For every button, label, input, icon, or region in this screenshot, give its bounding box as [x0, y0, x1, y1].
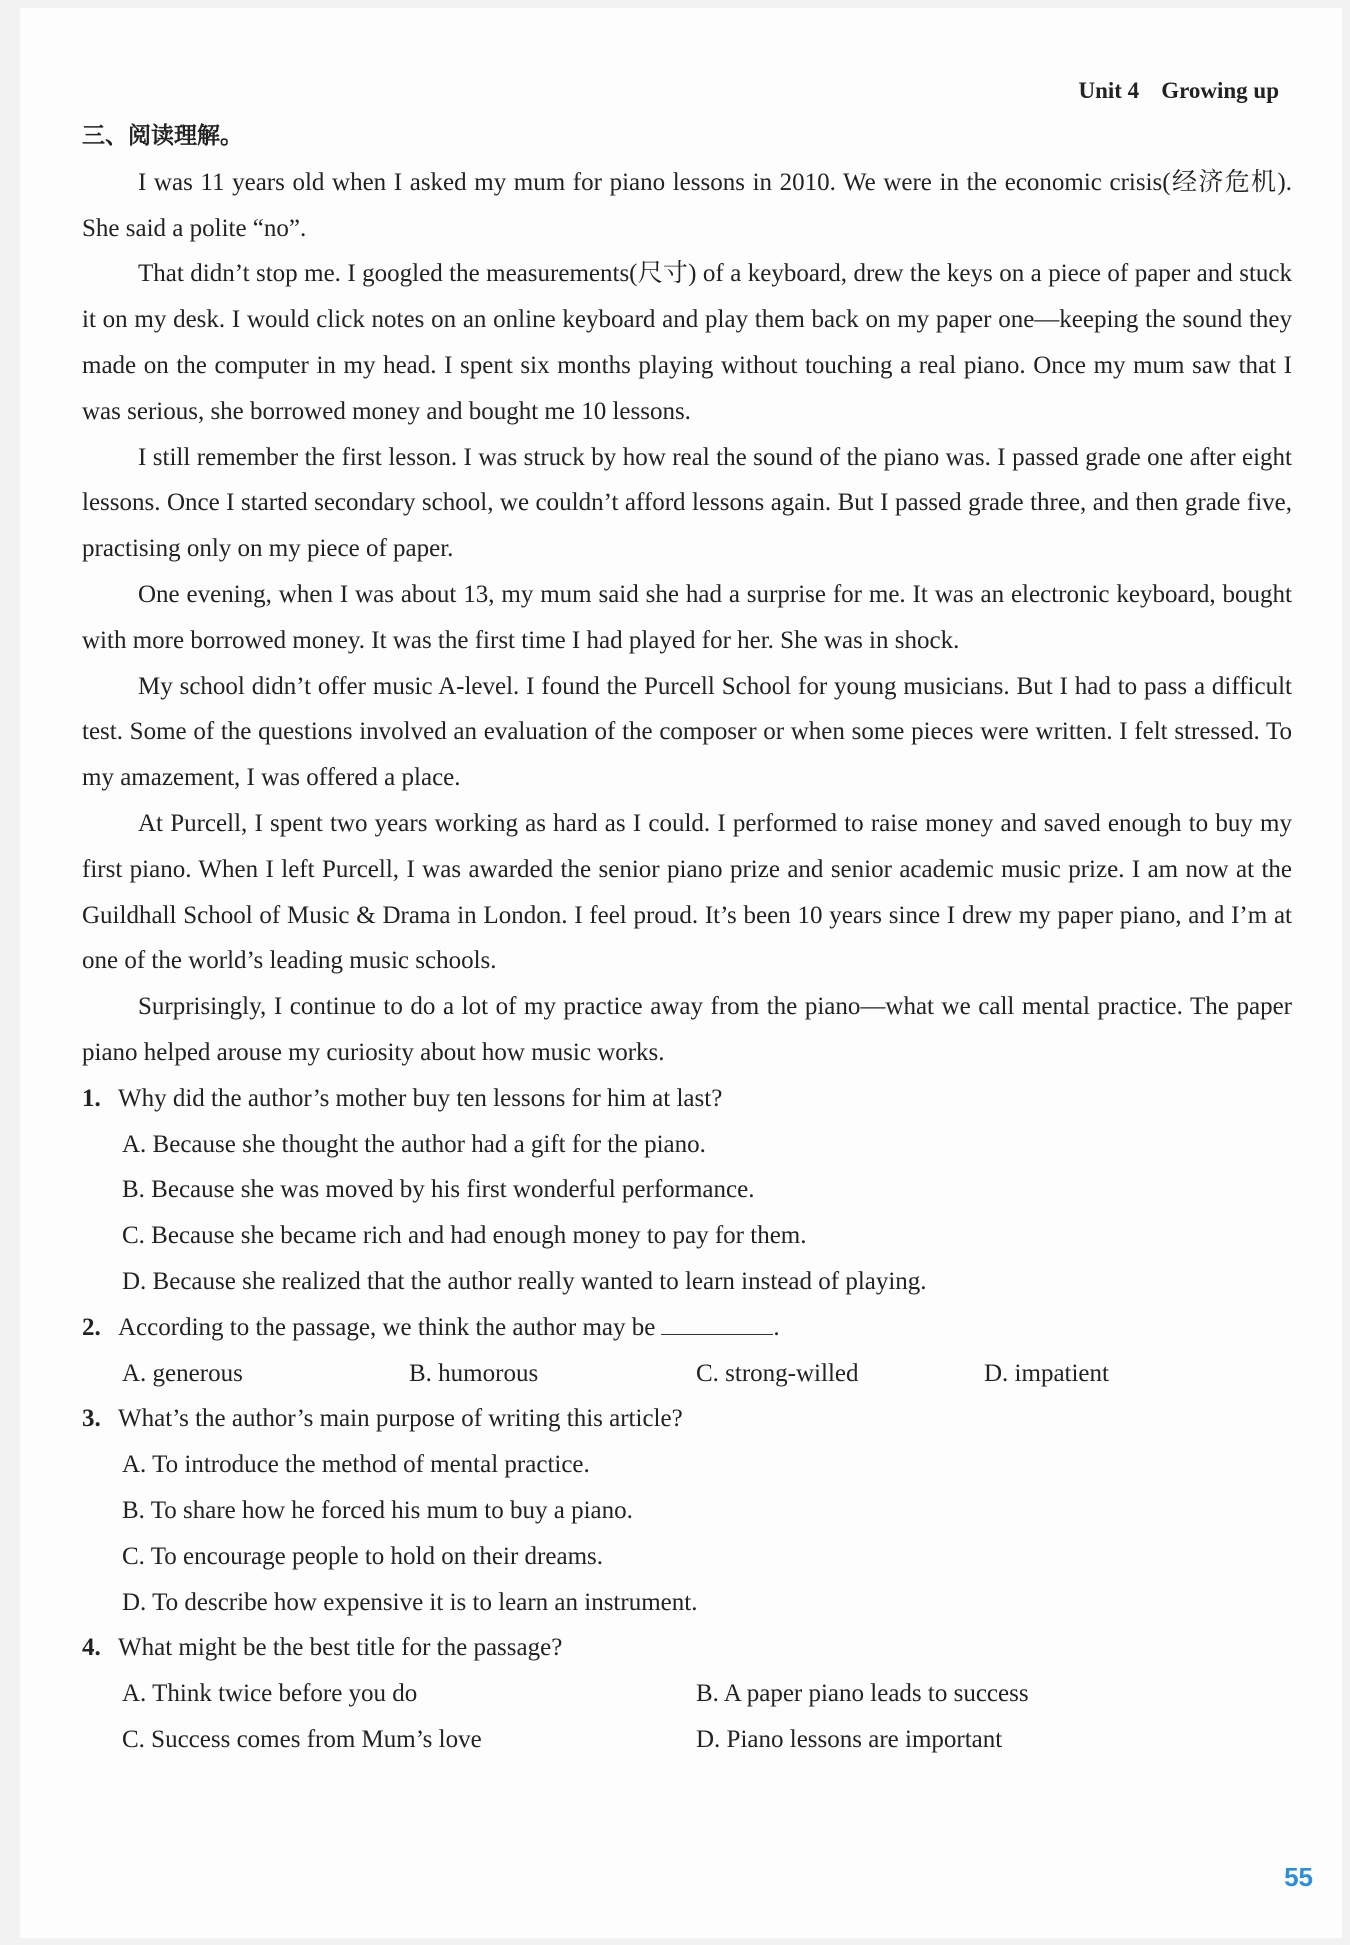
option: A. To introduce the method of mental practice.: [122, 1451, 590, 1479]
question-end: .: [773, 1313, 780, 1341]
question-text: Why did the author’s mother buy ten lessons for him at last?: [118, 1084, 723, 1112]
option: D. To describe how expensive it is to learn an instrument.: [122, 1588, 698, 1616]
answer-blank[interactable]: [661, 1312, 773, 1335]
question-text: What’s the author’s main purpose of writing this article?: [118, 1405, 683, 1433]
page-number: 55: [1284, 1862, 1313, 1892]
option: A. generous: [122, 1359, 243, 1387]
option: B. humorous: [409, 1359, 539, 1387]
section-title: 三、阅读理解。: [82, 123, 243, 149]
option-row: [82, 1717, 1292, 1763]
question-number: 2.: [82, 1313, 101, 1341]
passage-paragraph: One evening, when I was about 13, my mum said she had a surprise for me. It was an electronic keyboard, bought with more borrowed money. It was the first time I had played for her. She was in shock.: [82, 580, 1292, 654]
unit-header: [1078, 78, 1279, 104]
question-text: What might be the best title for the passage?: [118, 1634, 563, 1662]
question-2: [82, 1305, 1292, 1351]
reading-section: [82, 118, 1292, 1763]
question-number: 3.: [82, 1405, 101, 1433]
question-4: [82, 1625, 1292, 1671]
option: C. Because she became rich and had enough money to pay for them.: [122, 1222, 807, 1250]
question-3: [82, 1396, 1292, 1442]
passage-paragraph: My school didn’t offer music A-level. I found the Purcell School for young musicians. But I had to pass a difficult test. Some of the questions involved an evaluation of the composer or when some pieces were written. I felt stressed. To my amazement, I was offered a place.: [82, 672, 1292, 792]
option: C. To encourage people to hold on their dreams.: [122, 1542, 603, 1570]
passage-paragraph: That didn’t stop me. I googled the measurements(尺寸) of a keyboard, drew the keys on a piece of paper and stuck it on my desk. I would click notes on an online keyboard and play them back on my paper one—keeping the sound they made on the computer in my head. I spent six months playing without touching a real piano. Once my mum saw that I was serious, she borrowed money and bought me 10 lessons.: [82, 260, 1292, 425]
option: B. A paper piano leads to success: [696, 1680, 1029, 1708]
passage-paragraph: Surprisingly, I continue to do a lot of my practice away from the piano—what we call mental practice. The paper piano helped arouse my curiosity about how music works.: [82, 993, 1292, 1066]
question-text: According to the passage, we think the author may be: [118, 1313, 656, 1341]
question-number: 4.: [82, 1634, 101, 1662]
option: D. impatient: [984, 1359, 1109, 1387]
option: C. Success comes from Mum’s love: [122, 1725, 482, 1753]
passage-paragraph: I was 11 years old when I asked my mum for piano lessons in 2010. We were in the economic crisis(经济危机). She said a polite “no”.: [82, 168, 1292, 242]
passage-paragraph: At Purcell, I spent two years working as hard as I could. I performed to raise money and saved enough to buy my first piano. When I left Purcell, I was awarded the senior piano prize and senior academic music prize. I am now at the Guildhall School of Music & Drama in London. I feel proud. It’s been 10 years since I drew my paper piano, and I’m at one of the world’s leading music schools.: [82, 809, 1292, 975]
option: A. Think twice before you do: [122, 1680, 418, 1708]
option: A. Because she thought the author had a gift for the piano.: [122, 1130, 706, 1158]
question-1: [82, 1076, 1292, 1122]
question-number: 1.: [82, 1084, 101, 1112]
unit-label: Unit 4: [1078, 78, 1140, 103]
option: C. strong-willed: [696, 1359, 859, 1387]
passage-paragraph: I still remember the first lesson. I was struck by how real the sound of the piano was. I passed grade one after eight lessons. Once I started secondary school, we couldn’t afford lessons again. But I passed grade three, and then grade five, practising only on my piece of paper.: [82, 443, 1292, 563]
option-row: [82, 1351, 1292, 1397]
unit-title: Growing up: [1161, 78, 1279, 103]
option: D. Because she realized that the author really wanted to learn instead of playing.: [122, 1267, 927, 1295]
option-row: [82, 1671, 1292, 1717]
option: D. Piano lessons are important: [696, 1725, 1003, 1753]
option: B. To share how he forced his mum to buy a piano.: [122, 1496, 633, 1524]
option: B. Because she was moved by his first wonderful performance.: [122, 1176, 755, 1204]
